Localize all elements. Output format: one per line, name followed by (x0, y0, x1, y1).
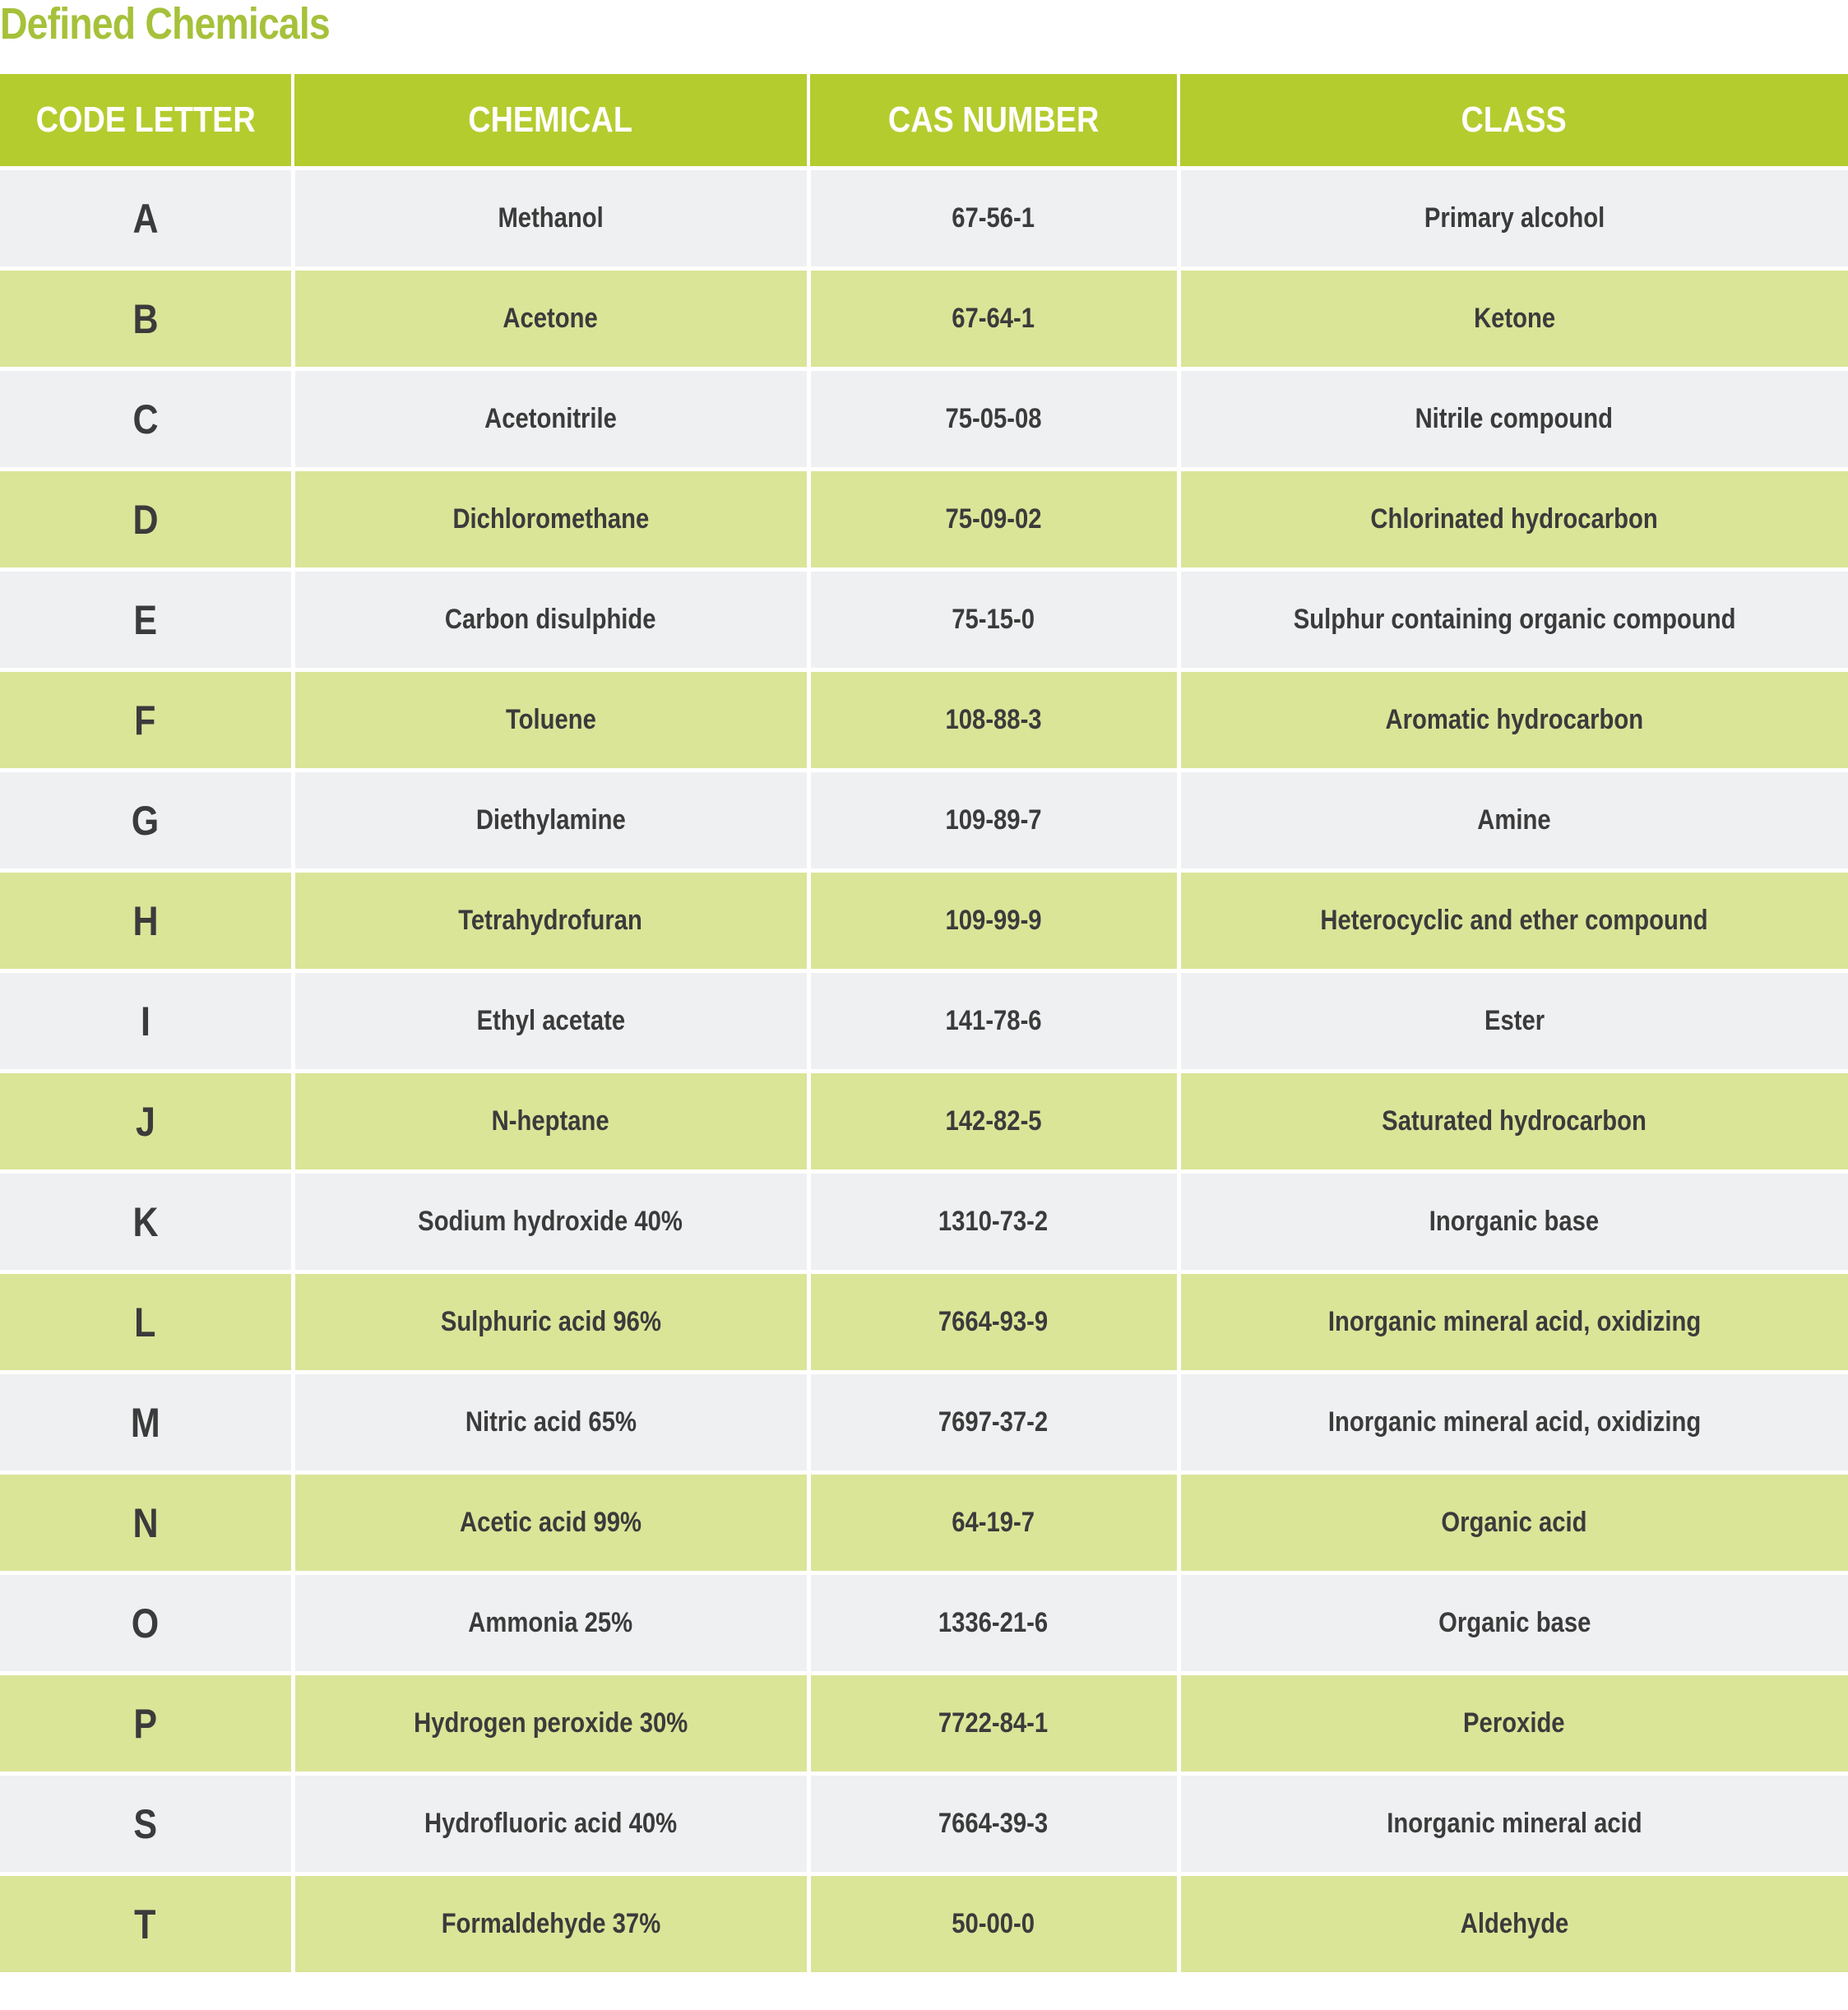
cell-code-letter-text: K (132, 1198, 159, 1245)
table-row (0, 369, 1848, 470)
cell-cas-number (808, 670, 1179, 771)
cell-cas-number (808, 1272, 1179, 1373)
cell-code-letter (0, 1573, 293, 1674)
table-row (0, 570, 1848, 670)
cell-cas-number-text: 7664-39-3 (938, 1808, 1049, 1839)
table-row (0, 470, 1848, 570)
cell-chemical (293, 369, 808, 470)
cell-class (1179, 1674, 1848, 1774)
cell-class (1179, 1072, 1848, 1172)
cell-cas-number (808, 1674, 1179, 1774)
cell-code-letter-text: I (140, 998, 151, 1044)
cell-class-text: Peroxide (1463, 1707, 1566, 1739)
cell-cas-number-text: 75-09-02 (945, 503, 1042, 535)
cell-cas-number (808, 1874, 1179, 1975)
cell-code-letter-text: C (132, 396, 159, 442)
cell-code-letter-text: T (134, 1901, 156, 1947)
cell-chemical-text: Tetrahydrofuran (458, 905, 643, 936)
header-cas-number (808, 74, 1179, 169)
cell-chemical-text: Diethylamine (475, 804, 626, 836)
cell-cas-number (808, 169, 1179, 269)
cell-chemical (293, 670, 808, 771)
cell-chemical-text: Hydrofluoric acid 40% (424, 1808, 678, 1839)
cell-code-letter-text: B (132, 295, 159, 342)
cell-code-letter (0, 1473, 293, 1573)
table-row (0, 1774, 1848, 1874)
cell-chemical-text: Toluene (505, 704, 596, 735)
cell-code-letter (0, 871, 293, 971)
cell-class (1179, 369, 1848, 470)
table-header (0, 74, 1848, 169)
cell-code-letter (0, 369, 293, 470)
cell-chemical (293, 871, 808, 971)
header-label: CHEMICAL (468, 100, 633, 140)
cell-class (1179, 1373, 1848, 1473)
cell-class-text: Inorganic mineral acid, oxidizing (1327, 1306, 1701, 1337)
cell-chemical-text: Ammonia 25% (468, 1607, 633, 1638)
cell-class (1179, 670, 1848, 771)
cell-code-letter (0, 670, 293, 771)
cell-cas-number (808, 269, 1179, 369)
cell-code-letter-text: L (134, 1299, 156, 1345)
cell-chemical-text: Dichloromethane (452, 503, 649, 535)
cell-cas-number (808, 1373, 1179, 1473)
cell-cas-number-text: 67-64-1 (952, 303, 1035, 334)
chemicals-table-container (0, 74, 1848, 1976)
table-row (0, 1674, 1848, 1774)
cell-cas-number-text: 109-89-7 (945, 804, 1042, 836)
cell-code-letter-text: P (133, 1700, 158, 1747)
cell-cas-number-text: 75-05-08 (945, 403, 1042, 434)
cell-code-letter-text: E (133, 596, 158, 643)
cell-class-text: Primary alcohol (1424, 202, 1605, 234)
cell-chemical (293, 1774, 808, 1874)
cell-cas-number-text: 7664-93-9 (938, 1306, 1049, 1337)
table-row (0, 269, 1848, 369)
cell-code-letter-text: N (132, 1499, 159, 1546)
table-row (0, 1172, 1848, 1272)
cell-class-text: Ester (1484, 1005, 1545, 1036)
cell-class-text: Organic acid (1441, 1507, 1587, 1538)
cell-cas-number-text: 7697-37-2 (938, 1406, 1049, 1438)
table-row (0, 1473, 1848, 1573)
cell-cas-number-text: 141-78-6 (945, 1005, 1042, 1036)
cell-class-text: Sulphur containing organic compound (1293, 604, 1736, 635)
table-row (0, 771, 1848, 871)
cell-chemical-text: Carbon disulphide (445, 604, 656, 635)
cell-class-text: Chlorinated hydrocarbon (1370, 503, 1658, 535)
cell-class (1179, 871, 1848, 971)
cell-class (1179, 1573, 1848, 1674)
cell-chemical (293, 1272, 808, 1373)
cell-cas-number-text: 7722-84-1 (938, 1707, 1049, 1739)
cell-class-text: Inorganic mineral acid (1387, 1808, 1642, 1839)
cell-cas-number-text: 1310-73-2 (938, 1206, 1049, 1237)
cell-chemical (293, 1072, 808, 1172)
cell-chemical (293, 1874, 808, 1975)
cell-chemical-text: Formaldehyde 37% (441, 1908, 660, 1939)
cell-chemical (293, 1674, 808, 1774)
cell-code-letter (0, 771, 293, 871)
cell-code-letter (0, 169, 293, 269)
cell-class-text: Saturated hydrocarbon (1382, 1105, 1647, 1137)
cell-chemical-text: Methanol (498, 202, 604, 234)
cell-cas-number (808, 1473, 1179, 1573)
chemicals-table (0, 74, 1848, 1976)
table-row (0, 1072, 1848, 1172)
cell-cas-number (808, 570, 1179, 670)
cell-chemical (293, 771, 808, 871)
table-row (0, 1373, 1848, 1473)
cell-cas-number (808, 971, 1179, 1072)
table-row (0, 1272, 1848, 1373)
cell-code-letter-text: M (130, 1399, 160, 1446)
cell-code-letter (0, 1373, 293, 1473)
cell-cas-number-text: 75-15-0 (952, 604, 1035, 635)
cell-chemical (293, 1573, 808, 1674)
cell-chemical (293, 570, 808, 670)
cell-chemical-text: Acetonitrile (484, 403, 617, 434)
cell-cas-number-text: 142-82-5 (945, 1105, 1042, 1137)
header-label: CLASS (1461, 100, 1568, 140)
cell-chemical-text: Nitric acid 65% (465, 1406, 637, 1438)
cell-class-text: Aldehyde (1460, 1908, 1569, 1939)
cell-chemical-text: Sodium hydroxide 40% (418, 1206, 683, 1237)
cell-chemical-text: Acetone (503, 303, 599, 334)
cell-class-text: Heterocyclic and ether compound (1320, 905, 1708, 936)
cell-cas-number-text: 50-00-0 (952, 1908, 1035, 1939)
cell-cas-number (808, 771, 1179, 871)
cell-cas-number (808, 470, 1179, 570)
cell-class (1179, 771, 1848, 871)
cell-chemical-text: N-heptane (492, 1105, 609, 1137)
cell-code-letter (0, 570, 293, 670)
cell-code-letter-text: H (132, 897, 159, 944)
table-row (0, 1874, 1848, 1975)
cell-code-letter (0, 1172, 293, 1272)
cell-class-text: Ketone (1473, 303, 1555, 334)
table-row (0, 670, 1848, 771)
table-row (0, 169, 1848, 269)
cell-code-letter-text: F (134, 697, 156, 743)
cell-class-text: Nitrile compound (1415, 403, 1614, 434)
page-title: Defined Chemicals (0, 0, 330, 49)
cell-class (1179, 570, 1848, 670)
table-row (0, 871, 1848, 971)
cell-class (1179, 169, 1848, 269)
cell-cas-number-text: 109-99-9 (945, 905, 1042, 936)
table-row (0, 1573, 1848, 1674)
cell-chemical-text: Sulphuric acid 96% (440, 1306, 661, 1337)
cell-chemical (293, 169, 808, 269)
header-label: CODE LETTER (35, 100, 256, 140)
cell-code-letter (0, 1874, 293, 1975)
cell-chemical (293, 1473, 808, 1573)
cell-code-letter-text: G (132, 797, 160, 844)
cell-class (1179, 1172, 1848, 1272)
header-class (1179, 74, 1848, 169)
cell-code-letter (0, 1072, 293, 1172)
cell-chemical (293, 470, 808, 570)
cell-chemical (293, 1373, 808, 1473)
cell-cas-number (808, 369, 1179, 470)
cell-class-text: Inorganic mineral acid, oxidizing (1327, 1406, 1701, 1438)
cell-class (1179, 1272, 1848, 1373)
cell-chemical-text: Ethyl acetate (476, 1005, 625, 1036)
cell-cas-number (808, 1774, 1179, 1874)
cell-code-letter (0, 1774, 293, 1874)
cell-cas-number (808, 871, 1179, 971)
cell-code-letter (0, 1674, 293, 1774)
cell-class (1179, 1473, 1848, 1573)
cell-cas-number (808, 1172, 1179, 1272)
header-chemical (293, 74, 808, 169)
cell-code-letter (0, 971, 293, 1072)
table-body (0, 169, 1848, 1975)
cell-class (1179, 1874, 1848, 1975)
cell-cas-number-text: 64-19-7 (952, 1507, 1035, 1538)
cell-cas-number (808, 1573, 1179, 1674)
cell-class-text: Amine (1477, 804, 1551, 836)
cell-class-text: Organic base (1438, 1607, 1591, 1638)
cell-chemical (293, 971, 808, 1072)
table-row (0, 971, 1848, 1072)
cell-cas-number-text: 108-88-3 (945, 704, 1042, 735)
cell-chemical-text: Acetic acid 99% (459, 1507, 642, 1538)
header-label: CAS NUMBER (887, 100, 1100, 140)
header-row (0, 74, 1848, 169)
cell-class (1179, 1774, 1848, 1874)
cell-cas-number (808, 1072, 1179, 1172)
cell-chemical-text: Hydrogen peroxide 30% (413, 1707, 688, 1739)
cell-cas-number-text: 1336-21-6 (938, 1607, 1049, 1638)
cell-code-letter-text: S (133, 1800, 158, 1847)
cell-class (1179, 971, 1848, 1072)
cell-cas-number-text: 67-56-1 (952, 202, 1035, 234)
cell-code-letter (0, 269, 293, 369)
cell-class-text: Inorganic base (1429, 1206, 1600, 1237)
cell-code-letter (0, 1272, 293, 1373)
cell-class (1179, 470, 1848, 570)
cell-code-letter (0, 470, 293, 570)
cell-chemical (293, 1172, 808, 1272)
cell-class-text: Aromatic hydrocarbon (1385, 704, 1644, 735)
cell-code-letter-text: O (132, 1600, 160, 1646)
cell-code-letter-text: J (135, 1098, 155, 1145)
cell-chemical (293, 269, 808, 369)
header-code-letter (0, 74, 293, 169)
cell-code-letter-text: D (132, 496, 159, 543)
cell-code-letter-text: A (132, 195, 159, 242)
cell-class (1179, 269, 1848, 369)
